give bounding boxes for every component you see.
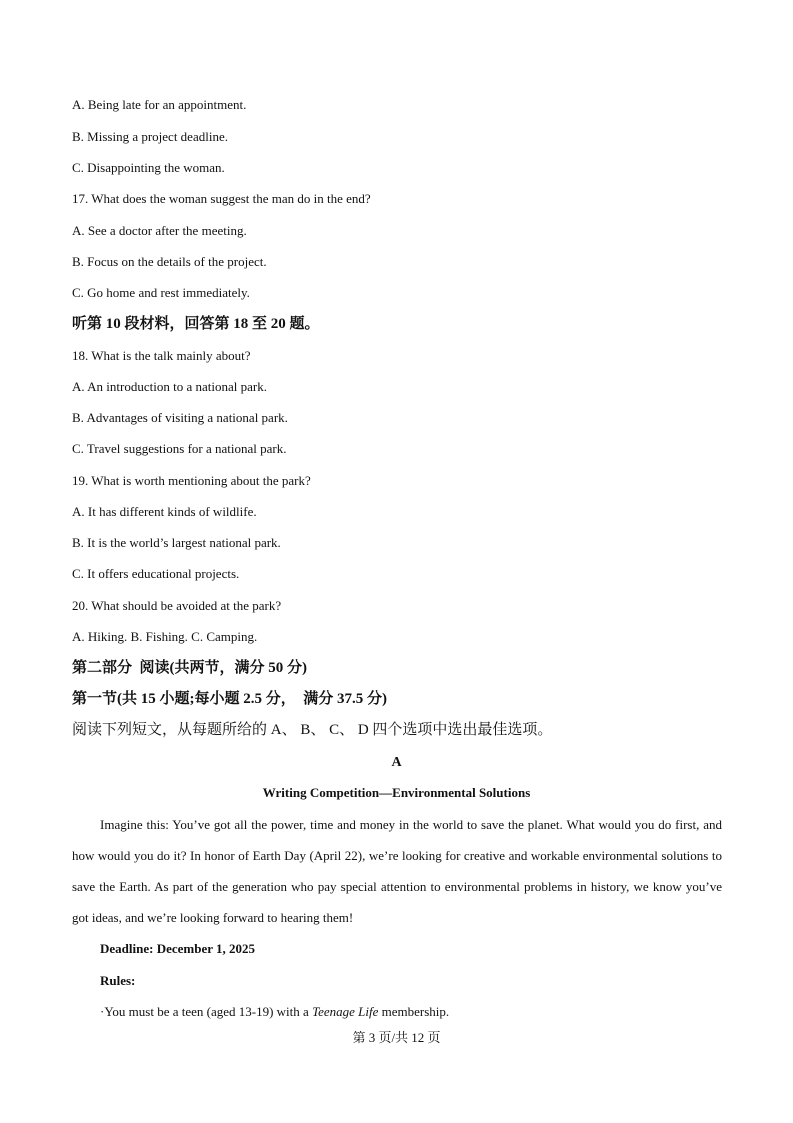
q18-option-b: B. Advantages of visiting a national park. (72, 410, 288, 425)
section10-instruction: 听第 10 段材料，回答第 18 至 20 题。 (72, 316, 320, 332)
q17-option-c: C. Go home and rest immediately. (72, 285, 250, 300)
q20-options: A. Hiking. B. Fishing. C. Camping. (72, 629, 258, 644)
q19-option-c: C. It offers educational projects. (72, 566, 240, 581)
q17-option-b: B. Focus on the details of the project. (72, 254, 267, 269)
q16-option-b: B. Missing a project deadline. (72, 129, 228, 144)
passage-label: A (391, 755, 402, 770)
q18-question: 18. What is the talk mainly about? (72, 348, 251, 363)
q19-option-b: B. It is the world’s largest national park. (72, 535, 281, 550)
rule-1-suffix: membership. (378, 1004, 450, 1019)
rule-1 (100, 1004, 449, 1020)
passage-paragraph (72, 809, 722, 933)
deadline: Deadline: December 1, 2025 (100, 941, 256, 956)
passage-title: Writing Competition—Environmental Solutions (262, 785, 531, 800)
passage-paragraph-text: Imagine this: You’ve got all the power, time and money in the world to save the planet. What would you do first, and how would you do it? In honor of Earth Day (April 22), we’re looking for creative and workable environmental solutions to save the Earth. As part of the generation who pay special attention to environmental problems in history, we know you’ve got ideas, and we’re looking forward to hearing them! (72, 817, 722, 925)
q19-option-a: A. It has different kinds of wildlife. (72, 504, 257, 519)
page-footer: 第 3 页/共 12 页 (352, 1030, 441, 1045)
rule-1-italic: Teenage Life (312, 1004, 379, 1019)
q19-question: 19. What is worth mentioning about the park? (72, 473, 311, 488)
q18-option-c: C. Travel suggestions for a national park. (72, 441, 287, 456)
reading-instruction: 阅读下列短文，从每题所给的 A、 B、 C、 D 四个选项中选出最佳选项。 (72, 722, 553, 738)
q18-option-a: A. An introduction to a national park. (72, 379, 267, 394)
rules-heading: Rules: (100, 973, 136, 988)
section1-heading: 第一节(共 15 小题;每小题 2.5 分， 满分 37.5 分) (72, 691, 387, 707)
q16-option-c: C. Disappointing the woman. (72, 160, 225, 175)
part2-heading: 第二部分 阅读(共两节，满分 50 分) (72, 660, 307, 676)
q17-option-a: A. See a doctor after the meeting. (72, 223, 247, 238)
q20-question: 20. What should be avoided at the park? (72, 598, 282, 613)
q17-question: 17. What does the woman suggest the man do in the end? (72, 191, 371, 206)
rule-1-prefix: ·You must be a teen (aged 13-19) with a (100, 1004, 313, 1019)
q16-option-a: A. Being late for an appointment. (72, 97, 247, 112)
